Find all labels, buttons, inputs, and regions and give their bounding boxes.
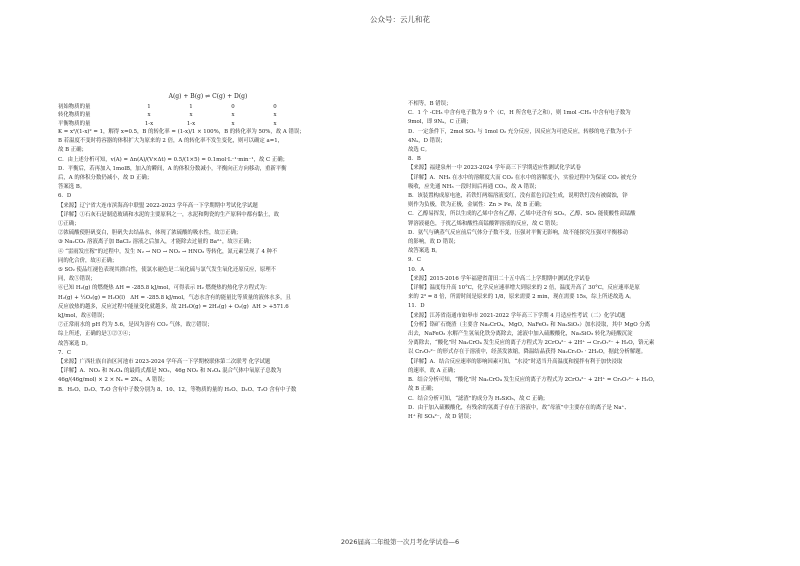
text-line: 来的 2³ = 8 倍，所需时间是原来的 1/8，原来需要 2 min，现在需要 15s，综上所述故选 A。 (408, 294, 635, 301)
text-line: C．结合分析可知，“滤渣”的成分为 H₂SiO₃，故 C 正确； (408, 395, 549, 402)
text-line: C．乙醇易挥发，所以生成的乙烯中含有乙醇，乙烯中还含有 SO₂，乙醇、SO₂ 能使酸性高锰酸 (408, 211, 636, 218)
text-line: 7．C (58, 349, 71, 356)
text-line: 故答案选 D。 (58, 340, 91, 347)
text-line: 4Nₐ，D 错误； (408, 137, 446, 144)
text-line: H⁺ 和 SO₄²⁻，故 D 错误； (408, 413, 475, 420)
text-line: ⑤ SO₂ 使品红褪色表现其漂白性，使氯水褪色是二氧化硫与氯气发生氧化还原反应，原理不 (58, 267, 276, 274)
text-line: 【详解】温度每升高 10°C，化学反应速率增大到原来的 2 倍，温度升高了 30°C，反应速率是原 (408, 285, 640, 292)
text-line: B．H₂O、D₂O、T₂O 含有中子数分别为 8、10、12，等物质的量的 H₂O、D₂O、T₂O 含有中子数 (58, 386, 297, 393)
text-line: 故 B 正确； (408, 386, 437, 393)
text-line: kJ/mol，故⑥错误； (58, 313, 108, 320)
text-line: 9．C (408, 257, 421, 264)
text-line: 分离除去，“酸化”时 Na₂CrO₄ 发生反应的离子方程式为 2CrO₄²⁻ + 2H⁺ → Cr₂O₇²⁻ + H₂O，铬元素 (408, 340, 655, 347)
text-line: 11．D (408, 303, 425, 310)
text-line: 【详解】A．结合反应速率的影响因素可知，“水浸”时适当升高温度和搅拌有利于加快浸取 (408, 358, 623, 365)
text-line: 【详解】A．NH₃ 在水中的溶解度大而 CO₂ 在水中的溶解度小，实验过程中为保证 CO₂ 被充分 (408, 174, 637, 181)
text-line: 6．D (58, 193, 72, 200)
text-line: 【详解】A．NO₂ 和 N₂O₄ 的最简式都是 NO₂，46g NO₂ 和 N₂O₄ 混合气体中氧原子总数为 (58, 368, 282, 375)
table-cell: 1 (147, 104, 151, 111)
text-line: 则作为负极，铁为正极，金属性：Zn > Fe，故 B 正确； (408, 202, 545, 209)
text-line: 8．B (408, 156, 421, 163)
table-cell: 0 (273, 104, 277, 111)
row-label: 转化物质的量 (58, 112, 91, 119)
text-line: 【来源】广西壮族自治区河池市 2023-2024 学年高一下学期校联体第二次联考 化学试题 (58, 359, 271, 366)
text-line: 【来源】辽宁省大连市滨海高中联盟 2022-2023 学年高一下学期期中考试化学试题 (58, 202, 258, 209)
table-cell: 1 (189, 104, 193, 111)
left-column (58, 128, 363, 395)
text-line: 同，故⑤错误； (58, 276, 96, 283)
text-line: 【详解】①石灰石是制造玻璃和水泥的主要原料之一，水泥和陶瓷的生产原料中都有黏土，故 (58, 211, 280, 218)
text-line: D．一定条件下，2mol SO₂ 与 1mol O₂ 充分反应，因反应为可逆反应，转移的电子数为小于 (408, 128, 632, 135)
table-cell: x (273, 120, 277, 127)
table-cell: x (147, 112, 151, 119)
text-line: 9mol，即 9Nₐ，C 正确； (408, 119, 472, 126)
text-line: 故选 C。 (408, 147, 431, 154)
text-line: 答案选 B。 (58, 184, 86, 191)
text-line: D．平衡后，若再加入 1molB，加入的瞬间，A 的体积分数减小，平衡向正方向移动，重新平衡 (58, 165, 287, 172)
table-row (58, 111, 318, 119)
text-line: ⑥已知 H₂(g) 的燃烧热 ΔH = -285.8 kJ/mol，可得表示 H₂ 燃烧热的热化学方程式为： (58, 285, 271, 292)
table-row (58, 120, 318, 128)
table-cell: x (273, 112, 277, 119)
table-row (58, 103, 318, 111)
table-cell: 1-x (144, 120, 154, 127)
text-line: ②浓硫酸使胆矾变白，胆矾失去结晶水，体现了浓硫酸的吸水性，故②正确； (58, 230, 242, 237)
text-line: 出去，NaFeO₂ 水解产生氢氧化铁分离除去，滤液中加入硫酸酸化，Na₂SiO₃ 转化为硅酸沉淀 (408, 331, 633, 338)
reaction-equation: A(g) + B(g) ⇌ C(g) + D(g) (168, 93, 248, 100)
table-cell: x (189, 112, 193, 119)
text-line: 故答案选 B。 (408, 248, 441, 255)
text-line: 的速率，故 A 正确； (408, 367, 459, 374)
text-line: D．由于加入硫酸酸化，有残余的氢离子存在于溶液中，故“母液”中主要存在的离子是 Na⁺、 (408, 404, 630, 411)
text-line: ①正确； (58, 221, 80, 228)
text-line: 后，A 的体积分数仍减小，故 D 正确； (58, 175, 153, 182)
text-line: K = x²/(1-x)² = 1，解得 x=0.5，B 的转化率 = (1-x)/1 × 100%，B 的转化率为 50%，故 A 错误； (58, 129, 305, 135)
text-line: C．1 个 -CH₃ 中含有电子数为 9 个（C，H 所含电子之和），则 1mol -CH₃ 中含有电子数为 (408, 110, 631, 117)
text-line: 综上所述，正确的是①②③④； (58, 331, 134, 338)
text-line: 钾溶液褪色，于扰乙烯和酸性高锰酸钾溶液的反应，故 C 错误； (408, 220, 562, 227)
text-line: ⑦正常雨水的 pH 约为 5.6，是因为溶有 CO₂ 气体，故⑦错误； (58, 322, 213, 329)
text-line: 以 Cr₂O₇²⁻ 的形式存在于溶液中，经蒸发浓缩，降温结晶获得 Na₂Cr₂O₇ · 2H₂O，据此分析解题。 (408, 349, 647, 356)
page-header: 公众号：云儿和花 (370, 15, 430, 24)
table-cell: 0 (231, 104, 235, 111)
table-cell: 1-x (186, 120, 196, 127)
page-footer: 2026届高二年级第一次月考化学试卷—6 (340, 538, 460, 546)
text-line: 【来源】福建泉州一中 2023-2024 学年高三下学期适应性测试化学试卷 (408, 165, 581, 172)
equilibrium-table (58, 93, 318, 128)
text-line: D．氨气与碘蒸气反应前后气体分子数不变，压强对平衡无影响，故不能探究压强对平衡移动 (408, 229, 628, 236)
right-column (408, 100, 713, 422)
text-line: B 若温度不变时将容器的体积扩大为原来的 2 倍，A 的转化率不发生变化，则可以确定 a=1， (58, 138, 284, 145)
text-line: ③ Na₂CO₃ 溶液离子加 BaCl₂ 溶液之后加入，才能除去过量的 Ba²⁺，故③正确； (58, 239, 255, 246)
row-label: 平衡物质的量 (58, 120, 91, 127)
text-line: B．结合分析可知，“酸化”时 Na₂CrO₄ 发生反应的离子方程式为 2CrO₄²⁻ + 2H⁺ = Cr₂O₇²⁻ + H₂O， (408, 377, 659, 384)
text-line: 故 B 正确； (58, 147, 87, 154)
text-line: 吸收，应先通 NH₃ 一段时间后再通 CO₂，故 A 错误； (408, 183, 540, 190)
text-line: 46g/(46g/mol) × 2 × Nₐ = 2Nₐ，A 错误； (58, 377, 168, 384)
text-line: 【分析】铬矿石烧渣（主要含 Na₂CrO₄，MgO，NaFeO₂ 和 Na₂SiO₃）加水浸取，其中 MgO 分离 (408, 321, 651, 328)
text-line: 【来源】江苏省南通市如皋市 2021-2022 学年高三下学期 4 月适应性考试（二）化学试题 (408, 312, 626, 319)
text-line: 【来源】2015-2016 学年福建省莆田二十五中高二上学期期中测试化学试卷 (408, 275, 590, 282)
text-line: B．该装置构成原电池，若铁钉两端溶液变红，没有蓝色沉淀生成，说明铁钉没有被腐蚀，锌 (408, 193, 628, 200)
text-line: 同的化合价，故④正确； (58, 257, 118, 264)
text-line: ④ “雷雨发庄稼”的过程中，发生 N₂ → NO → NO₂ → HNO₃ 等转化，氮元素呈现了 4 种不 (58, 248, 278, 255)
text-line: 的影响，故 D 错误； (408, 239, 459, 246)
row-label: 初始物质的量 (58, 104, 91, 111)
table-cell: x (231, 120, 235, 127)
table-cell: x (231, 112, 235, 119)
text-line: 10．A (408, 266, 425, 273)
text-line: H₂(g) + ½O₂(g) = H₂O(l) ΔH = -285.8 kJ/mol，气态水含有的能量比等质量的液体水多，且 (58, 294, 291, 301)
text-line: C．由上述分析可知，v(A) = Δn(A)/(V×Δt) = 0.5/(1×5) = 0.1mol·L⁻¹·min⁻¹，故 C 正确； (58, 156, 289, 163)
text-line: 反应放热的越多，反应过程中能量变化就越多，故 2H₂O(g) = 2H₂(g) + O₂(g) ΔH > +571.6 (58, 303, 289, 310)
text-line: 不相等，B 错误； (408, 101, 452, 107)
